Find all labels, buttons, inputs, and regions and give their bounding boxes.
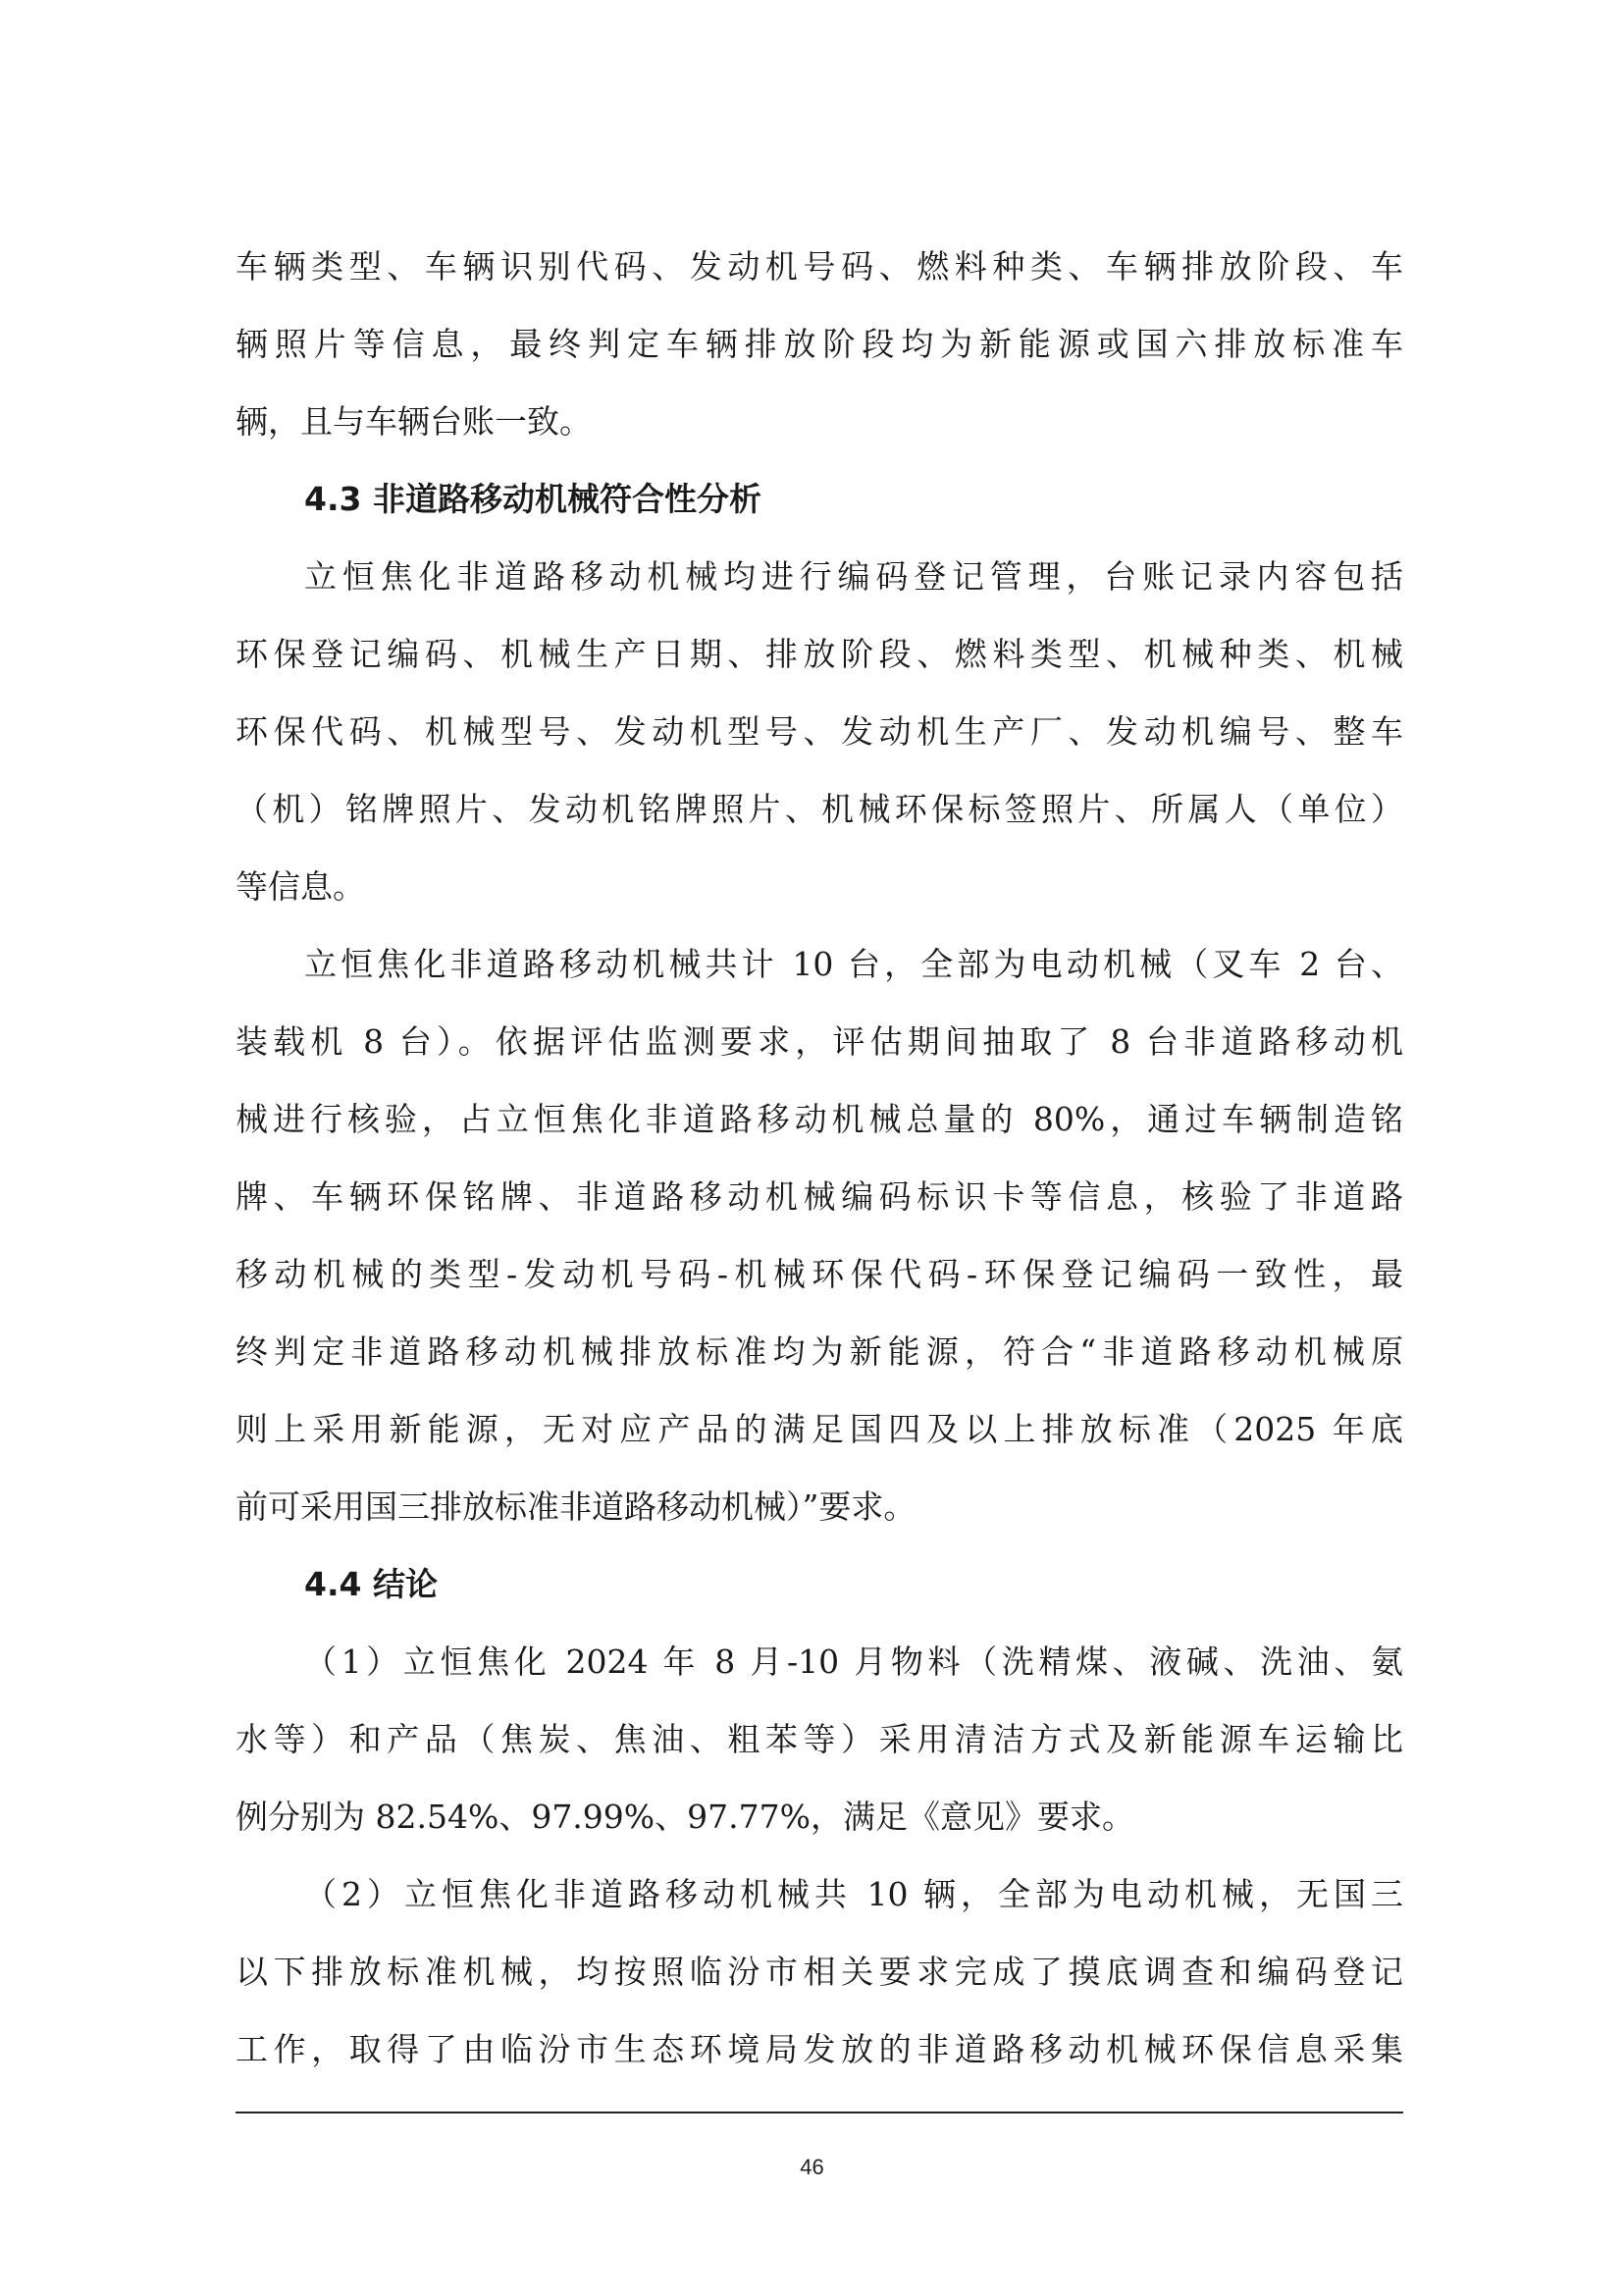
- paragraph-line: 以下排放标准机械，均按照临汾市相关要求完成了摸底调查和编码登记: [236, 1953, 1403, 1991]
- paragraph-line: 水等）和产品（焦炭、焦油、粗苯等）采用清洁方式及新能源车运输比: [236, 1720, 1403, 1758]
- page-number: 46: [800, 2155, 824, 2179]
- paragraph-line: 牌、车辆环保铭牌、非道路移动机械编码标识卡等信息，核验了非道路: [236, 1177, 1403, 1216]
- paragraph-line: 工作，取得了由临汾市生态环境局发放的非道路移动机械环保信息采集: [236, 2030, 1403, 2068]
- paragraph-line: （2）立恒焦化非道路移动机械共 10 辆，全部为电动机械，无国三: [304, 1875, 1403, 1913]
- paragraph-line: 车辆类型、车辆识别代码、发动机号码、燃料种类、车辆排放阶段、车: [236, 247, 1403, 286]
- paragraph-line: 械进行核验，占立恒焦化非道路移动机械总量的 80%，通过车辆制造铭: [236, 1100, 1403, 1138]
- section-heading-4-4: 4.4 结论: [304, 1565, 438, 1603]
- paragraph-line: 立恒焦化非道路移动机械共计 10 台，全部为电动机械（叉车 2 台、: [304, 945, 1403, 983]
- page-body: [236, 228, 1403, 2088]
- footer-divider: [236, 2112, 1403, 2113]
- paragraph-line: 立恒焦化非道路移动机械均进行编码登记管理，台账记录内容包括: [304, 557, 1403, 596]
- paragraph-line: （机）铭牌照片、发动机铭牌照片、机械环保标签照片、所属人（单位）: [236, 790, 1403, 828]
- paragraph-line: 终判定非道路移动机械排放标准均为新能源，符合“非道路移动机械原: [236, 1332, 1403, 1371]
- paragraph-line: 等信息。: [236, 867, 365, 906]
- paragraph-line: 环保代码、机械型号、发动机型号、发动机生产厂、发动机编号、整车: [236, 712, 1403, 751]
- paragraph-line: 前可采用国三排放标准非道路移动机械）”要求。: [236, 1487, 917, 1526]
- section-heading-4-3: 4.3 非道路移动机械符合性分析: [304, 480, 761, 518]
- paragraph-line: 辆，且与车辆台账一致。: [236, 402, 592, 441]
- paragraph-line: 装载机 8 台）。依据评估监测要求，评估期间抽取了 8 台非道路移动机: [236, 1022, 1403, 1061]
- paragraph-line: 则上采用新能源，无对应产品的满足国四及以上排放标准（2025 年底: [236, 1410, 1403, 1448]
- paragraph-line: 环保登记编码、机械生产日期、排放阶段、燃料类型、机械种类、机械: [236, 635, 1403, 673]
- paragraph-line: （1）立恒焦化 2024 年 8 月-10 月物料（洗精煤、液碱、洗油、氨: [304, 1643, 1403, 1681]
- paragraph-line: 移动机械的类型-发动机号码-机械环保代码-环保登记编码一致性，最: [236, 1255, 1403, 1293]
- paragraph-line: 辆照片等信息，最终判定车辆排放阶段均为新能源或国六排放标准车: [236, 325, 1403, 363]
- paragraph-line: 例分别为 82.54%、97.99%、97.77%，满足《意见》要求。: [236, 1798, 1134, 1836]
